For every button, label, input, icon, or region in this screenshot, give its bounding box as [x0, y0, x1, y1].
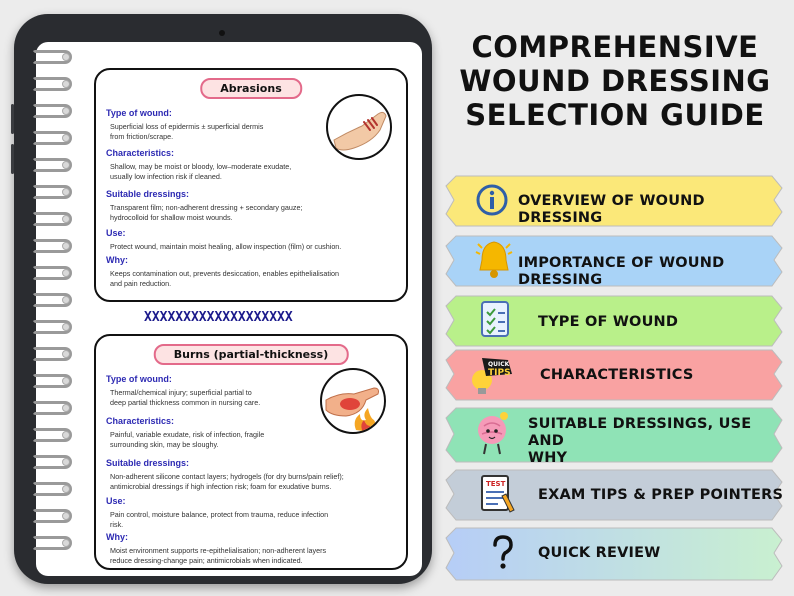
section-text — [110, 546, 326, 566]
section-text — [110, 203, 303, 223]
banner-label: QUICK REVIEW — [538, 545, 661, 561]
title-line: COMPREHENSIVE — [471, 30, 759, 64]
ring-hole — [62, 323, 70, 331]
banner-label-line: WHY — [528, 450, 568, 466]
card-burns — [94, 334, 408, 570]
text-line: Pain control, moisture balance, protect from trauma, reduce infection — [110, 510, 329, 519]
ring-hole — [62, 107, 70, 115]
spiral-binding — [32, 40, 76, 560]
section-heading: Characteristics: — [106, 148, 175, 158]
burn-hand-illustration — [320, 368, 386, 434]
tablet-device — [14, 14, 432, 584]
text-line: risk. — [110, 520, 124, 529]
text-line: reduce dressing-change pain; antimicrobials when indicated. — [110, 556, 303, 565]
banner-label: CHARACTERISTICS — [540, 367, 694, 383]
ring-hole — [62, 161, 70, 169]
banner-importance — [440, 234, 784, 288]
banner-suitable-dressings — [440, 406, 784, 466]
tablet-side-button — [11, 104, 14, 134]
text-line: usually low infection risk if cleaned. — [110, 172, 222, 181]
svg-text:TIPS: TIPS — [488, 368, 511, 378]
section-heading: Why: — [106, 255, 128, 265]
ring-hole — [62, 458, 70, 466]
text-line: deep partial thickness common in nursing care. — [110, 398, 261, 407]
card-title: Burns (partial-thickness) — [154, 344, 349, 365]
card-title: Abrasions — [200, 78, 302, 99]
section-heading: Suitable dressings: — [106, 189, 190, 199]
section-text — [110, 122, 263, 142]
banner-label — [528, 416, 784, 467]
banner-quick-review — [440, 526, 784, 576]
section-heading: Why: — [106, 532, 128, 542]
ring-hole — [62, 485, 70, 493]
text-line: hydrocolloid for shallow moist wounds. — [110, 213, 233, 222]
camera-icon — [219, 30, 225, 36]
section-heading: Suitable dressings: — [106, 458, 190, 468]
banner-overview — [440, 174, 784, 224]
ring-hole — [62, 242, 70, 250]
banner-exam-tips — [440, 468, 784, 518]
banner-label: IMPORTANCE OF WOUND DRESSING — [518, 255, 725, 288]
ring-hole — [62, 350, 70, 358]
section-text — [110, 388, 260, 408]
ring-hole — [62, 296, 70, 304]
card-abrasions — [94, 68, 408, 302]
ring-hole — [62, 512, 70, 520]
section-text — [110, 269, 339, 289]
ring-hole — [62, 134, 70, 142]
section-heading: Type of wound: — [106, 374, 172, 384]
text-line: Non-adherent silicone contact layers; hydrogels (for dry burns/pain relief); — [110, 472, 344, 481]
section-heading: Use: — [106, 228, 126, 238]
text-line: Keeps contamination out, prevents desiccation, enables epithelialisation — [110, 269, 339, 278]
banner-label-line: SUITABLE DRESSINGS, USE AND — [528, 416, 752, 449]
ring-hole — [62, 188, 70, 196]
banner-characteristics — [440, 348, 784, 398]
title-line: WOUND DRESSING — [459, 64, 771, 98]
section-heading: Characteristics: — [106, 416, 175, 426]
section-text — [110, 162, 291, 182]
text-line: surrounding skin, may be sloughy. — [110, 440, 219, 449]
page-title — [440, 30, 790, 132]
ring-hole — [62, 53, 70, 61]
text-line: antimicrobial dressings if high infection risk; foam for exudative burns. — [110, 482, 332, 491]
section-text — [110, 472, 344, 492]
ring-hole — [62, 80, 70, 88]
text-line: Painful, variable exudate, risk of infection, fragile — [110, 430, 265, 439]
ring-hole — [62, 431, 70, 439]
text-line: Moist environment supports re-epithelialisation; non-adherent layers — [110, 546, 327, 555]
banner-type — [440, 294, 784, 344]
ring-hole — [62, 404, 70, 412]
text-line: and pain reduction. — [110, 279, 172, 288]
ring-hole — [62, 215, 70, 223]
text-line: Shallow, may be moist or bloody, low–moderate exudate, — [110, 162, 292, 171]
banner-label: TYPE OF WOUND — [538, 314, 679, 330]
text-line: Thermal/chemical injury; superficial partial to — [110, 388, 252, 397]
section-text — [110, 430, 264, 450]
abrasion-arm-illustration — [326, 94, 392, 160]
text-line: Superficial loss of epidermis ± superficial dermis — [110, 122, 264, 131]
section-heading: Use: — [106, 496, 126, 506]
section-text — [110, 242, 341, 252]
section-text — [110, 510, 328, 530]
divider-crosses: XXXXXXXXXXXXXXXXXXX — [144, 310, 293, 325]
ring-hole — [62, 539, 70, 547]
tablet-screen — [36, 42, 422, 576]
section-heading: Type of wound: — [106, 108, 172, 118]
text-line: from friction/scrape. — [110, 132, 174, 141]
ring-hole — [62, 377, 70, 385]
tablet-side-button — [11, 144, 14, 174]
text-line: Protect wound, maintain moist healing, allow inspection (film) or cushion. — [110, 242, 342, 251]
banner-label: OVERVIEW OF WOUND DRESSING — [518, 193, 705, 226]
svg-text:TEST: TEST — [486, 480, 506, 488]
banner-label: EXAM TIPS & PREP POINTERS — [538, 487, 784, 503]
ring-hole — [62, 269, 70, 277]
text-line: Transparent film; non-adherent dressing + secondary gauze; — [110, 203, 303, 212]
svg-text:QUICK: QUICK — [488, 361, 510, 368]
title-line: SELECTION GUIDE — [465, 98, 765, 132]
